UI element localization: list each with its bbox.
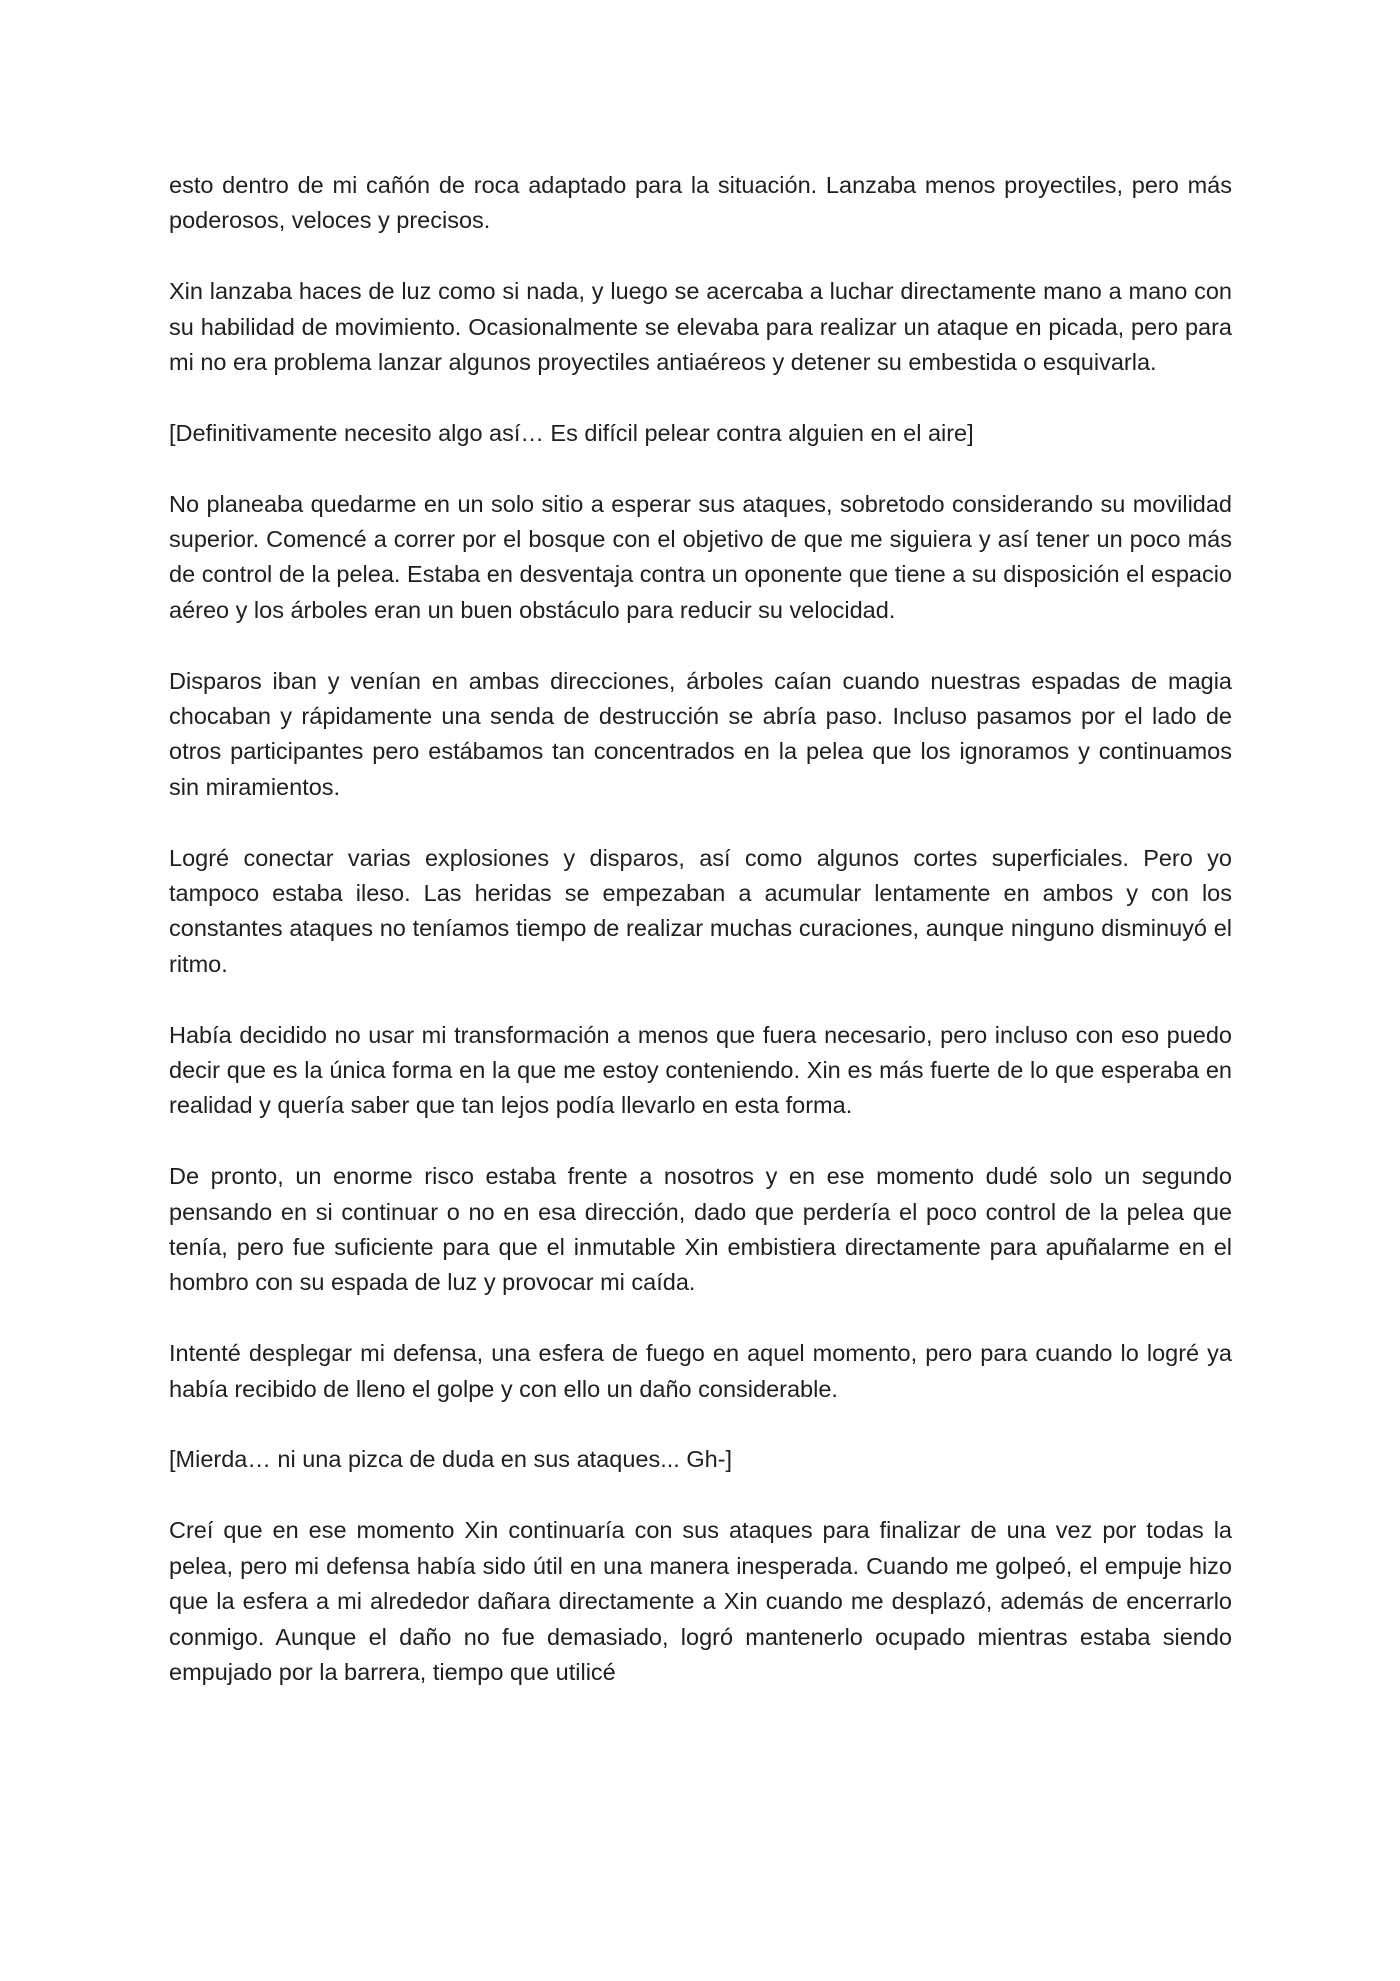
document-body [169,168,1232,1726]
paragraph: Disparos iban y venían en ambas direcciones, árboles caían cuando nuestras espadas de magia chocaban y rápidamente una senda de destrucción se abría paso. Incluso pasamos por el lado de otros participantes pero estábamos tan concentrados en la pelea que los ignoramos y continuamos sin miramientos. [169,667,1232,800]
paragraph: Xin lanzaba haces de luz como si nada, y luego se acercaba a luchar directamente mano a mano con su habilidad de movimiento. Ocasionalmente se elevaba para realizar un ataque en picada, pero para mi no era problema lanzar algunos proyectiles antiaéreos y detener su embestida o esquivarla. [169,278,1232,376]
paragraph: Había decidido no usar mi transformación a menos que fuera necesario, pero incluso con eso puedo decir que es la única forma en la que me estoy conteniendo. Xin es más fuerte de lo que esperaba en realidad y quería saber que tan lejos podía llevarlo en esta forma. [169,1021,1232,1119]
paragraph: No planeaba quedarme en un solo sitio a esperar sus ataques, sobretodo considerando su movilidad superior. Comencé a correr por el bosque con el objetivo de que me siguiera y así tener un poco más de control de la pelea. Estaba en desventaja contra un oponente que tiene a su disposición el espacio aéreo y los árboles eran un buen obstáculo para reducir su velocidad. [169,490,1232,623]
paragraph: Intenté desplegar mi defensa, una esfera de fuego en aquel momento, pero para cuando lo logré ya había recibido de lleno el golpe y con ello un daño considerable. [169,1340,1232,1402]
dialogue-line: [Definitivamente necesito algo así… Es difícil pelear contra alguien en el aire] [169,419,974,446]
paragraph: Logré conectar varias explosiones y disparos, así como algunos cortes superficiales. Pero yo tampoco estaba ileso. Las heridas se empezaban a acumular lentamente en ambos y con los constantes ataques no teníamos tiempo de realizar muchas curaciones, aunque ninguno disminuyó el ritmo. [169,844,1232,977]
dialogue-line: [Mierda… ni una pizca de duda en sus ataques... Gh-] [169,1446,733,1473]
paragraph: De pronto, un enorme risco estaba frente a nosotros y en ese momento dudé solo un segundo pensando en si continuar o no en esa dirección, dado que perdería el poco control de la pelea que tenía, pero fue suficiente para que el inmutable Xin embistiera directamente para apuñalarme en el hombro con su espada de luz y provocar mi caída. [169,1163,1232,1296]
paragraph: Creí que en ese momento Xin continuaría con sus ataques para finalizar de una vez por todas la pelea, pero mi defensa había sido útil en una manera inesperada. Cuando me golpeó, el empuje hizo que la esfera a mi alrededor dañara directamente a Xin cuando me desplazó, además de encerrarlo conmigo. Aunque el daño no fue demasiado, logró mantenerlo ocupado mientras estaba siendo empujado por la barrera, tiempo que utilicé [169,1517,1232,1685]
paragraph: esto dentro de mi cañón de roca adaptado para la situación. Lanzaba menos proyectiles, pero más poderosos, veloces y precisos. [169,172,1232,234]
